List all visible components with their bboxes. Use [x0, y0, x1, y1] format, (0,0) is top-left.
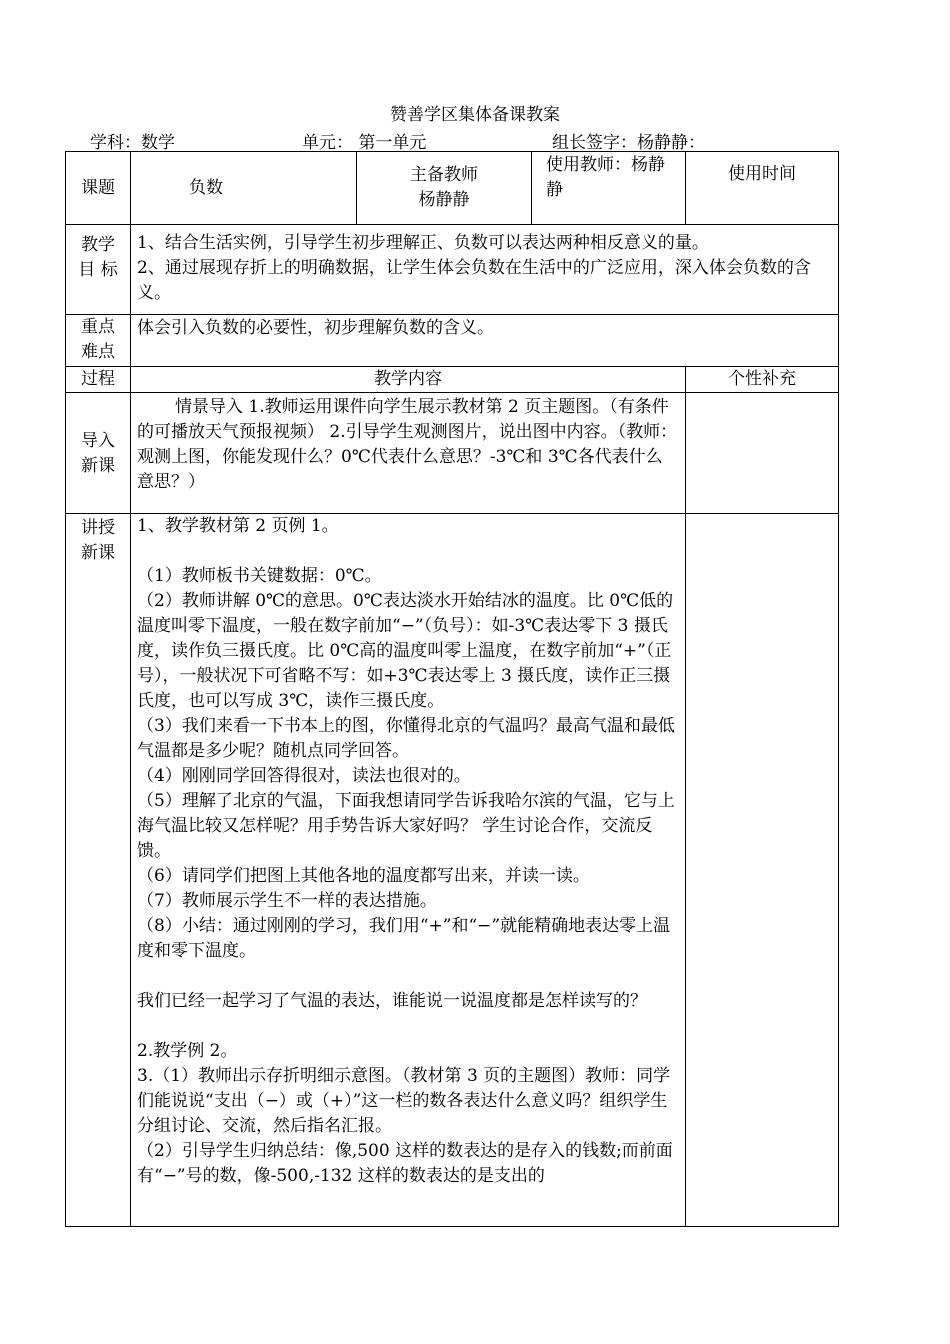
lesson-paragraph: （6）请同学们把图上其他各地的温度都写出来，并读一读。	[137, 866, 590, 886]
lesson-row	[66, 514, 839, 1227]
info-row	[66, 152, 839, 225]
lesson-paragraph: （3）我们来看一下书本上的图，你懂得北京的气温吗？最高气温和最低气温都是多少呢？随机点同学回答。	[137, 716, 675, 761]
main-teacher-name: 杨静静	[418, 190, 470, 210]
process-header-col2: 教学内容	[131, 367, 686, 393]
intro-text: 情景导入 1.教师运用课件向学生展示教材第 2 页主题图。（有条件的可播放天气预报视频） 2.引导学生观测图片，说出图中内容。（教师：观测上图，你能发现什么？0℃代表什么意思？-3℃和 3℃各代表什么意思？）	[131, 393, 686, 514]
main-teacher-cell	[357, 152, 532, 225]
lesson-paragraph: （5）理解了北京的气温，下面我想请同学告诉我哈尔滨的气温，它与上海气温比较又怎样呢？用手势告诉大家好吗？ 学生讨论合作，交流反馈。	[137, 791, 675, 861]
user-teacher: 使用教师：杨静静	[532, 152, 686, 225]
lesson-label: 讲授新课	[66, 514, 131, 1227]
lesson-content	[131, 514, 686, 1227]
lesson-paragraph: （2）教师讲解 0℃的意思。0℃表达淡水开始结冰的温度。比 0℃低的温度叫零下温度，一般在数字前加“−”（负号）：如-3℃表达零下 3 摄氏度，读作负三摄氏度。比 0℃高的温度叫零上温度，在数字前加“+”（正号），一般状况下可省略不写：如+3℃表达零上 3 摄氏度，读作正三摄氏度，也可以写成 3℃，读作三摄氏度。	[137, 591, 674, 711]
lesson-paragraph: （1）教师板书关键数据：0℃。	[137, 566, 382, 586]
key-points-text: 体会引入负数的必要性，初步理解负数的含义。	[131, 315, 839, 367]
process-header-row	[66, 367, 839, 393]
lesson-paragraph: 3.（1）教师出示存折明细示意图。（教材第 3 页的主题图）教师：同学们能说说“支出（−）或（+）”这一栏的数各表达什么意义吗？组织学生分组讨论、交流，然后指名汇报。	[137, 1066, 671, 1136]
process-header-col1: 过程	[66, 367, 131, 393]
lesson-supplement	[686, 514, 839, 1227]
intro-row	[66, 393, 839, 514]
subject-field: 学科：数学	[90, 133, 175, 153]
lesson-paragraph: （7）教师展示学生不一样的表达措施。	[137, 891, 437, 911]
lesson-paragraph: 1、教学教材第 2 页例 1。	[137, 516, 339, 536]
intro-supplement	[686, 393, 839, 514]
lesson-paragraph: （8）小结：通过刚刚的学习，我们用“+”和“−”就能精确地表达零上温度和零下温度。	[137, 916, 671, 961]
page-title: 赞善学区集体备课教案	[390, 105, 560, 125]
goals-label: 教学目 标	[66, 225, 131, 315]
leader-signature-field: 组长签字：杨静静：	[552, 133, 705, 153]
lesson-paragraph: 我们已经一起学习了气温的表达，谁能说一说温度都是怎样读写的？	[137, 991, 647, 1011]
lesson-paragraph: （2）引导学生归纳总结：像,500 这样的数表达的是存入的钱数;而前面有“−”号的数，像-500,-132 这样的数表达的是支出的	[137, 1141, 673, 1186]
topic-label: 课题	[66, 152, 131, 225]
key-points-row	[66, 315, 839, 367]
goal-item: 1、结合生活实例，引导学生初步理解正、负数可以表达两种相反意义的量。	[137, 233, 709, 253]
process-header-col3: 个性补充	[686, 367, 839, 393]
key-points-label: 重点难点	[66, 315, 131, 367]
goals-content	[131, 225, 839, 315]
goals-row	[66, 225, 839, 315]
topic-value: 负数	[131, 152, 357, 225]
meta-row	[90, 128, 850, 153]
main-teacher-label: 主备教师	[410, 165, 478, 185]
use-time-label: 使用时间	[686, 152, 839, 225]
intro-label: 导入新课	[66, 393, 131, 514]
lesson-paragraph: 2.教学例 2。	[137, 1041, 238, 1061]
lesson-plan-table	[65, 151, 839, 1227]
lesson-paragraph: （4）刚刚同学回答得很对，读法也很对的。	[137, 766, 471, 786]
unit-field: 单元： 第一单元	[302, 133, 427, 153]
goal-item: 2、通过展现存折上的明确数据，让学生体会负数在生活中的广泛应用，深入体会负数的含义。	[137, 258, 811, 303]
